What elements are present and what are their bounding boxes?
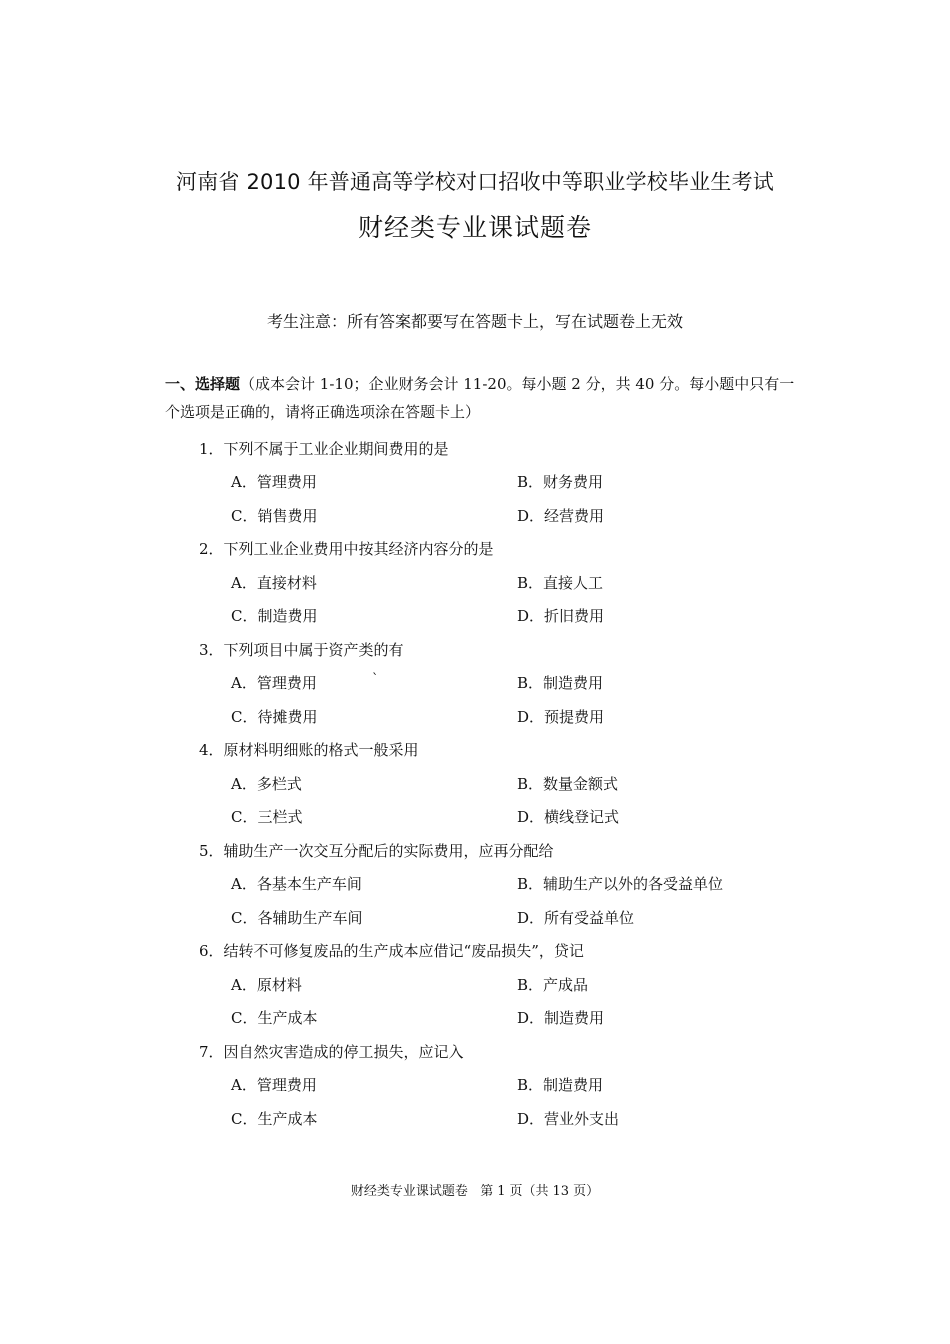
exam-title-line1: 河南省 2010 年普通高等学校对口招收中等职业学校毕业生考试 — [176, 170, 774, 194]
option-a: A．多栏式 — [231, 775, 302, 793]
question-stem: 1．下列不属于工业企业期间费用的是 — [199, 440, 449, 458]
option-d: D．预提费用 — [517, 708, 605, 726]
footer-paper-name: 财经类专业课试题卷 — [350, 1184, 468, 1199]
question-stem: 5．辅助生产一次交互分配后的实际费用，应再分配给 — [199, 842, 554, 860]
stray-mark: ` — [372, 672, 379, 687]
option-a: A．各基本生产车间 — [231, 875, 362, 893]
option-b: B．直接人工 — [517, 574, 604, 592]
option-b: B．财务费用 — [517, 473, 604, 491]
section-instruction-text: （成本会计 1-10；企业财务会计 11-20。每小题 2 分，共 40 分。每小题中只有一个选项是正确的，请将正确选项涂在答题卡上） — [165, 375, 795, 421]
option-c: C．销售费用 — [231, 507, 318, 525]
option-d: D．营业外支出 — [517, 1110, 620, 1128]
option-c: C．各辅助生产车间 — [231, 909, 363, 927]
exam-title-line2: 财经类专业课试题卷 — [357, 213, 592, 242]
option-b: B．数量金额式 — [517, 775, 619, 793]
option-d: D．制造费用 — [517, 1009, 605, 1027]
option-b: B．制造费用 — [517, 674, 604, 692]
option-b: B．辅助生产以外的各受益单位 — [517, 875, 724, 893]
option-d: D．横线登记式 — [517, 808, 620, 826]
footer-page-mid: 页（共 — [509, 1184, 549, 1199]
option-b: B．产成品 — [517, 976, 589, 994]
option-d: D．折旧费用 — [517, 607, 605, 625]
question-stem: 3．下列项目中属于资产类的有 — [199, 641, 404, 659]
option-b: B．制造费用 — [517, 1076, 604, 1094]
section-heading: 一、选择题 — [165, 375, 241, 393]
option-c: C．制造费用 — [231, 607, 318, 625]
option-a: A．管理费用 — [231, 1076, 317, 1094]
question-stem: 2．下列工业企业费用中按其经济内容分的是 — [199, 540, 494, 558]
footer-page-total: 13 — [552, 1184, 570, 1199]
footer-page-prefix: 第 — [480, 1184, 494, 1199]
page-footer — [0, 1180, 950, 1199]
option-d: D．所有受益单位 — [517, 909, 635, 927]
footer-page-number: 1 — [497, 1184, 506, 1199]
section-instructions — [165, 370, 795, 426]
option-c: C．待摊费用 — [231, 708, 318, 726]
option-a: A．原材料 — [231, 976, 302, 994]
option-a: A．直接材料 — [231, 574, 317, 592]
option-c: C．生产成本 — [231, 1110, 318, 1128]
question-stem: 7．因自然灾害造成的停工损失，应记入 — [199, 1043, 464, 1061]
footer-page-suffix: 页） — [573, 1184, 600, 1199]
candidate-notice: 考生注意：所有答案都要写在答题卡上，写在试题卷上无效 — [266, 312, 683, 331]
option-a: A．管理费用 — [231, 473, 317, 491]
option-c: C．三栏式 — [231, 808, 303, 826]
option-d: D．经营费用 — [517, 507, 605, 525]
question-stem: 4．原材料明细账的格式一般采用 — [199, 741, 419, 759]
question-stem: 6．结转不可修复废品的生产成本应借记“废品损失”，贷记 — [199, 942, 584, 960]
option-a: A．管理费用 — [231, 674, 317, 692]
option-c: C．生产成本 — [231, 1009, 318, 1027]
